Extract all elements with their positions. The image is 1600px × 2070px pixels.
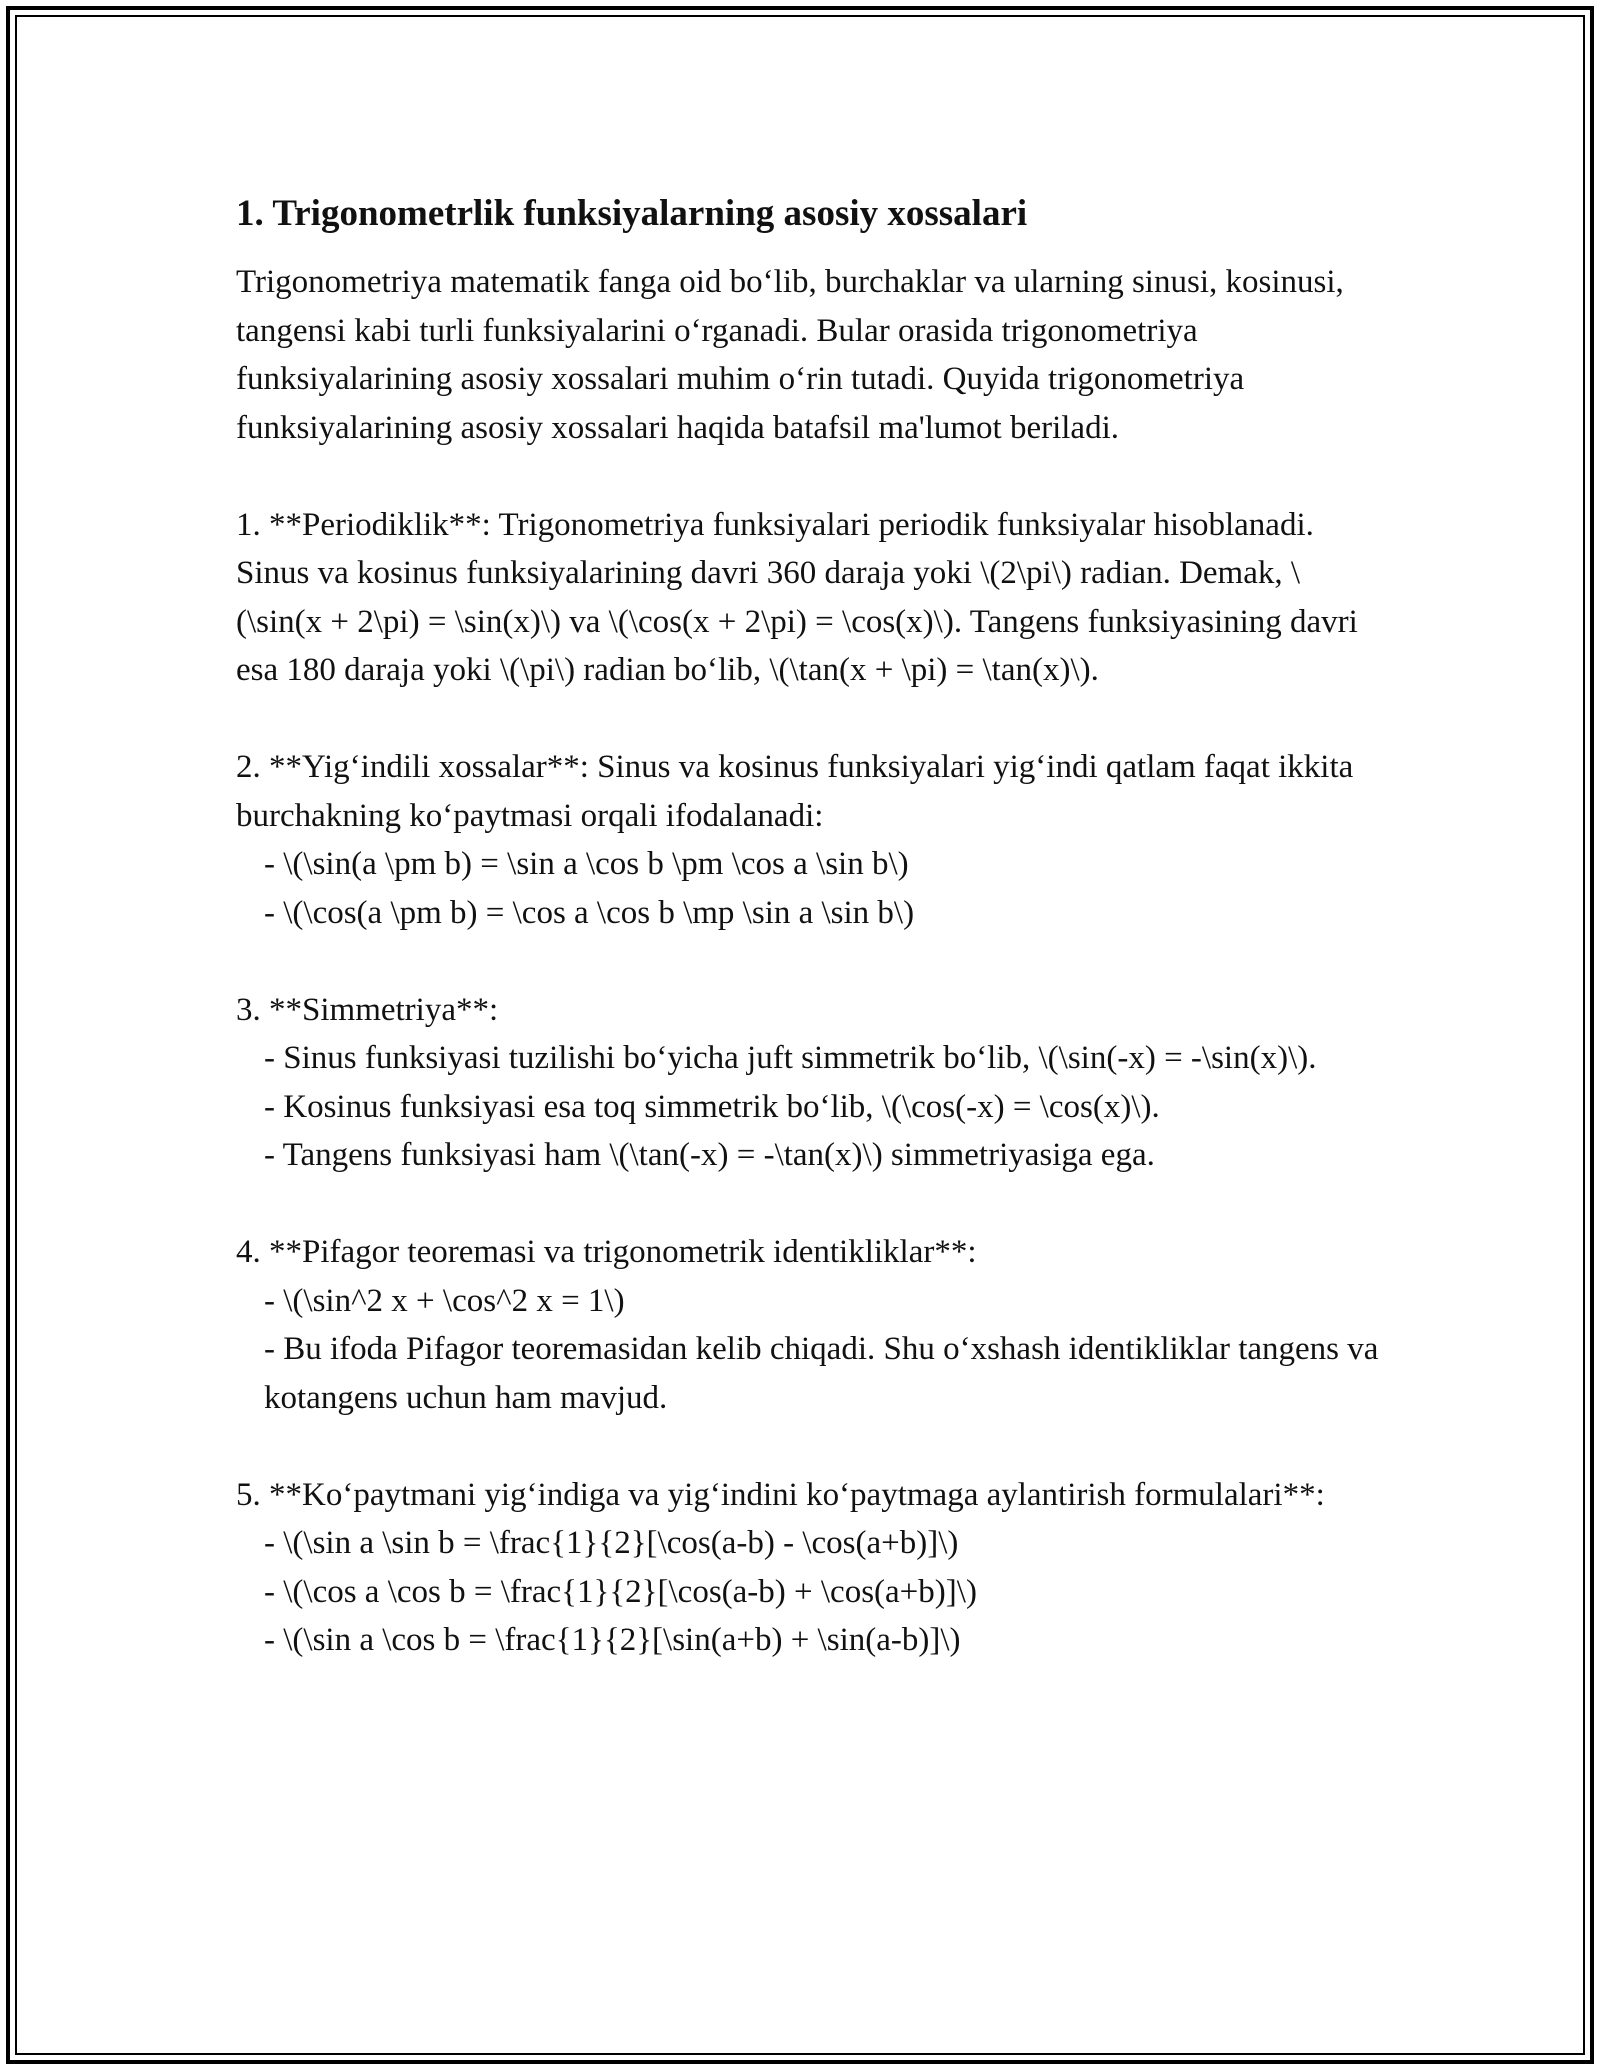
intro-paragraph: Trigonometriya matematik fanga oid bo‘lib, burchaklar va ularning sinusi, kosinusi, tangensi kabi turli funksiyalarini o‘rganadi. Bular orasida trigonometriya funksiyalarining asosiy xossalari muhim o‘rin tutadi. Quyida trigonometriya funksiyalarining asosiy xossalari haqida batafsil ma'lumot beriladi. bbox=[236, 264, 1344, 446]
formula-line: - \(\sin a \cos b = \frac{1}{2}[\sin(a+b) + \sin(a-b)]\) bbox=[264, 1622, 961, 1658]
bullet-line: - Kosinus funksiyasi esa toq simmetrik bo‘lib, \(\cos(-x) = \cos(x)\). bbox=[264, 1088, 1160, 1125]
formula-line: - \(\sin(a \pm b) = \sin a \cos b \pm \cos a \sin b\) bbox=[264, 846, 909, 882]
formula-line: - \(\cos a \cos b = \frac{1}{2}[\cos(a-b) + \cos(a+b)]\) bbox=[264, 1573, 977, 1610]
formula-line: - \(\sin a \sin b = \frac{1}{2}[\cos(a-b) - \cos(a+b)]\) bbox=[264, 1525, 959, 1561]
section-pythagorean-identities bbox=[236, 1228, 1386, 1422]
section-line: 5. **Ko‘paytmani yig‘indiga va yig‘indini ko‘paytmaga aylantirish formulalari**: bbox=[236, 1476, 1325, 1513]
formula-line: - \(\cos(a \pm b) = \cos a \cos b \mp \sin a \sin b\) bbox=[264, 894, 915, 931]
section-sum-properties bbox=[236, 743, 1386, 937]
formula-line: - \(\sin^2 x + \cos^2 x = 1\) bbox=[264, 1282, 625, 1319]
section-line: 1. **Periodiklik**: Trigonometriya funksiyalari periodik funksiyalar hisoblanadi. Sinus va kosinus funksiyalarining davri 360 daraja yoki \(2\pi\) radian. Demak, \(\sin(x + 2\pi) = \sin(x)\) va \(\cos(x + 2\pi) = \cos(x)\). Tangens funksiyasining davri esa 180 daraja yoki \(\pi\) radian bo‘lib, \(\tan(x + \pi) = \tan(x)\). bbox=[236, 506, 1358, 688]
section-product-sum-formulas bbox=[236, 1471, 1386, 1665]
bullet-line: - Sinus funksiyasi tuzilishi bo‘yicha juft simmetrik bo‘lib, \(\sin(-x) = -\sin(x)\). bbox=[264, 1040, 1317, 1076]
section-line: 2. **Yig‘indili xossalar**: Sinus va kosinus funksiyalari yig‘indi qatlam faqat ikkita burchakning ko‘paytmasi orqali ifodalanadi: bbox=[236, 749, 1354, 834]
section-line: 3. **Simmetriya**: bbox=[236, 991, 499, 1028]
bullet-line: - Bu ifoda Pifagor teoremasidan kelib chiqadi. Shu o‘xshash identikliklar tangens va kotangens uchun ham mavjud. bbox=[264, 1331, 1379, 1416]
bullet-line: - Tangens funksiyasi ham \(\tan(-x) = -\tan(x)\) simmetriyasiga ega. bbox=[264, 1137, 1155, 1173]
document-body bbox=[236, 186, 1386, 1665]
section-line: 4. **Pifagor teoremasi va trigonometrik identikliklar**: bbox=[236, 1234, 977, 1270]
section-periodicity bbox=[236, 501, 1386, 695]
document-heading: 1. Trigonometrlik funksiyalarning asosiy xossalari bbox=[236, 193, 1028, 234]
section-symmetry bbox=[236, 986, 1386, 1180]
